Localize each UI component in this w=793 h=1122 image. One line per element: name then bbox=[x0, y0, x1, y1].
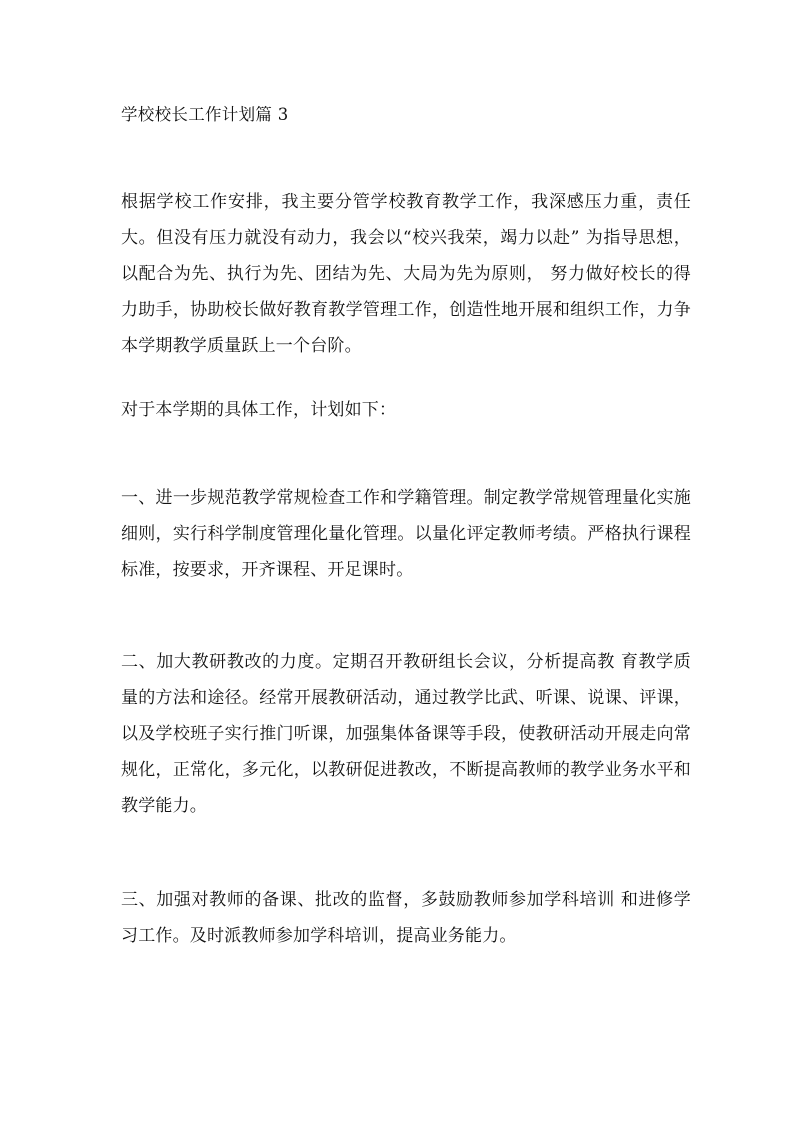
paragraph-plan-lead: 对于本学期的具体工作，计划如下： bbox=[121, 400, 397, 420]
paragraph-item-1: 一、进一步规范教学常规检查工作和学籍管理。制定教学常规管理量化实施细则，实行科学制度管理化量化管理。以量化评定教师考绩。严格执行课程标准，按要求，开齐课程、开足课时。 bbox=[121, 488, 691, 580]
document-title: 学校校长工作计划篇 3 bbox=[121, 105, 289, 124]
paragraph-item-2: 二、加大教研教改的力度。定期召开教研组长会议，分析提高教 育教学质量的方法和途径。经常开展教研活动，通过教学比武、听课、说课、评课，以及学校班子实行推门听课，加强集体备课等手段，使教研活动开展走向常规化，正常化，多元化，以教研促进教改，不断提高教师的教学业务水平和教学能力。 bbox=[121, 652, 691, 816]
paragraph-intro: 根据学校工作安排，我主要分管学校教育教学工作，我深感压力重，责任大。但没有压力就没有动力，我会以“校兴我荣，竭力以赴” 为指导思想，以配合为先、执行为先、团结为先、大局为先为原则， 努力做好校长的得力助手，协助校长做好教育教学管理工作，创造性地开展和组织工作，力争本学期教学质量跃上一个台阶。 bbox=[121, 192, 691, 356]
paragraph-item-3: 三、加强对教师的备课、批改的监督，多鼓励教师参加学科培训 和进修学习工作。及时派教师参加学科培训，提高业务能力。 bbox=[121, 890, 691, 946]
